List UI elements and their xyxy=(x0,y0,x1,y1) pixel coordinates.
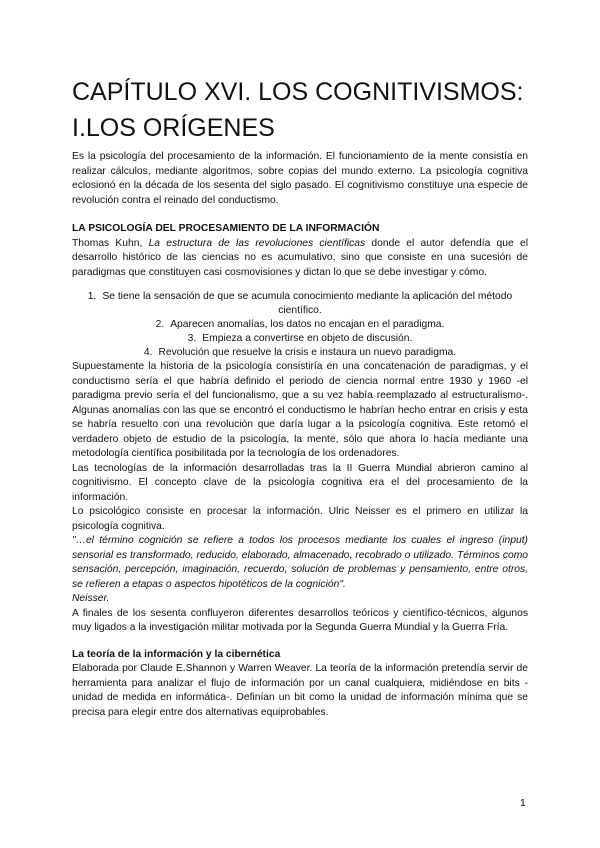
list-item: 3. Empieza a convertirse en objeto de discusión. xyxy=(187,333,413,344)
list-item: 2. Aparecen anomalías, los datos no encajan en el paradigma. xyxy=(155,319,445,330)
kuhn-book-title: La estructura de las revoluciones científicas xyxy=(148,237,366,249)
page-content xyxy=(72,74,528,720)
section-heading-information-theory: La teoría de la información y la cibernética xyxy=(72,648,281,660)
information-theory-paragraph: Elaborada por Claude E.Shannon y Warren Weaver. La teoría de la información pretendía servir de herramienta para analizar el flujo de información por un canal cualquiera, midiéndose en bits -unidad de medida en informática-. Definían un bit como la unidad de información mínima que se precisa para elegir entre dos alternativas equiprobables. xyxy=(72,663,528,718)
quote-author: Neisser. xyxy=(72,593,110,604)
section-heading-processing: LA PSICOLOGÍA DEL PROCESAMIENTO DE LA INFORMACIÓN xyxy=(72,223,380,234)
page-number: 1 xyxy=(520,798,526,809)
chapter-title: CAPÍTULO XVI. LOS COGNITIVISMOS: I.LOS ORÍGENES xyxy=(72,78,524,142)
neisser-quote: "…el término cognición se refiere a todos los procesos mediante los cuales el ingreso (input) sensorial es transformado, reducido, elaborado, almacenado, recobrado o utilizado. Términos como sensación, percepción, imaginación, recuerdo, solución de problemas y pensamiento, entre otros, se refieren a etapas o aspectos hipotéticos de la cognición". xyxy=(72,535,528,590)
neisser-paragraph: Lo psicológico consiste en procesar la información. Ulric Neisser es el primero en utilizar la psicología cognitiva. xyxy=(72,506,528,532)
sixties-paragraph: A finales de los sesenta confluyeron diferentes desarrollos teóricos y científico-técnicos, algunos muy ligados a la investigación militar motivada por la Segunda Guerra Mundial y la Guerra Fría. xyxy=(72,607,528,633)
paradigm-history-paragraph: Supuestamente la historia de la psicología consistiría en una concatenación de paradigmas, y el conductismo sería el que habría definido el periodo de ciencia normal entre 1930 y 1960 -el paradigma previo sería el del funcionalismo, que a su vez había reemplazado al estructuralismo-. Algunas anomalías con las que se encontró el conductismo le habrían hecho entrar en crisis y esta se habría resuelto con una revolución que daría lugar a la psicología cognitiva. Este retomó el verdadero objeto de estudio de la psicología, la mente, sólo que ahora lo hacía mediante una metodología científica posibilitada por la tecnología de los ordenadores. xyxy=(72,361,528,459)
intro-paragraph: Es la psicología del procesamiento de la información. El funcionamiento de la mente consistía en realizar cálculos, mediante algoritmos, sobre copias del mundo externo. La psicología cognitiva eclosionó en la década de los sesenta del siglo pasado. El cognitivismo constituye una especie de revolución contra el reinado del conductismo. xyxy=(72,151,528,206)
list-item: 4. Revolución que resuelve la crisis e instaura un nuevo paradigma. xyxy=(143,347,457,358)
list-item: 1. Se tiene la sensación de que se acumula conocimiento mediante la aplicación del método científico. xyxy=(87,291,513,316)
kuhn-paragraph xyxy=(72,237,528,281)
kuhn-author: Thomas Kuhn, xyxy=(72,237,143,249)
kuhn-text: donde el autor defendía que el desarrollo histórico de las ciencias no es acumulativo, sino que consiste en una sucesión de paradigmas que constituyen casi cosmovisiones y dictan lo que se debe investigar y cómo. xyxy=(72,237,528,278)
info-tech-paragraph: Las tecnologías de la información desarrolladas tras la II Guerra Mundial abrieron camino al cognitivismo. El concepto clave de la psicología cognitiva era el del procesamiento de la información. xyxy=(72,462,528,503)
paradigm-list xyxy=(72,290,528,360)
